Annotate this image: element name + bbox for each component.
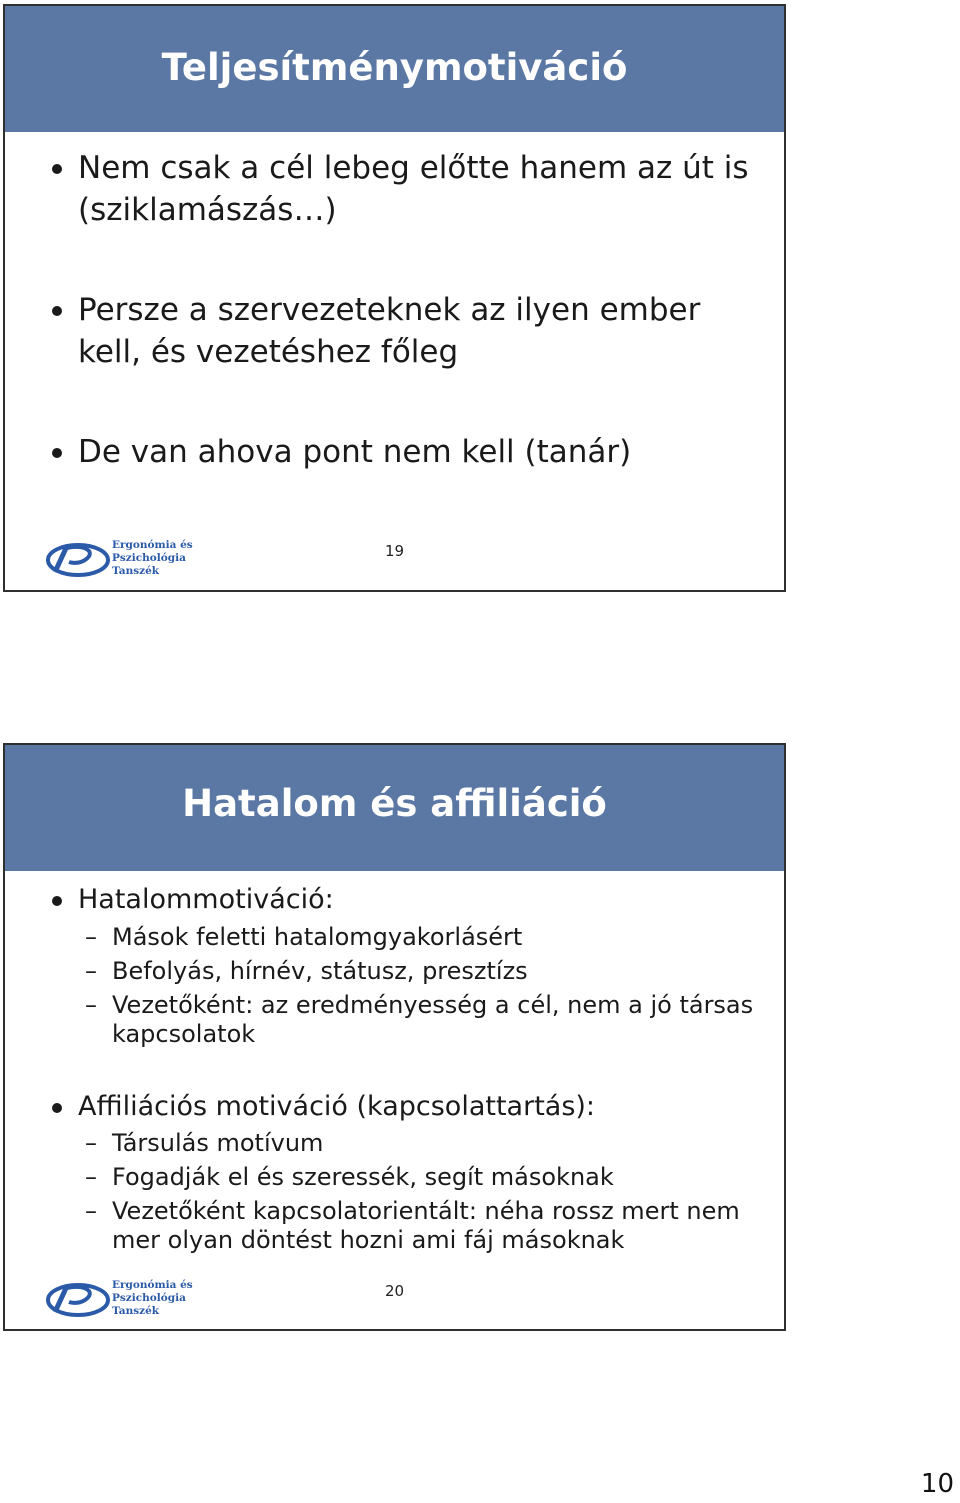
- slide-19: [3, 4, 786, 592]
- sub-bullet-item: [85, 991, 772, 1049]
- bullet-item: Nem csak a cél lebeg előtte hanem az út is (sziklamászás…): [78, 147, 768, 231]
- logo-line: Ergonómia és: [112, 539, 193, 551]
- department-logo: [45, 1278, 195, 1322]
- sub-bullet-item: [85, 923, 772, 952]
- slide-title: Teljesítménymotiváció: [161, 46, 628, 89]
- dash-marker: –: [85, 1163, 97, 1191]
- logo-line: Pszichológia: [112, 1292, 186, 1304]
- logo-text: [112, 1279, 193, 1318]
- logo-mark-icon: [45, 1278, 111, 1322]
- sub-bullet-text: Mások feletti hatalomgyakorlásért: [112, 923, 523, 951]
- dash-marker: –: [85, 923, 97, 951]
- logo-line: Tanszék: [112, 1305, 160, 1317]
- sub-bullet-text: Fogadják el és szeressék, segít másoknak: [112, 1163, 614, 1191]
- sub-bullet-item: [85, 1129, 772, 1158]
- slide-page-number: 20: [384, 1282, 405, 1300]
- dash-marker: –: [85, 991, 97, 1019]
- logo-text: [112, 539, 193, 578]
- logo-line: Tanszék: [112, 565, 160, 577]
- slide-title: Hatalom és affiliáció: [182, 782, 607, 825]
- sub-bullet-text: Társulás motívum: [112, 1129, 324, 1157]
- logo-line: Ergonómia és: [112, 1279, 193, 1291]
- bullet-item: De van ahova pont nem kell (tanár): [78, 431, 768, 473]
- sub-bullet-text: Befolyás, hírnév, státusz, presztízs: [112, 957, 528, 985]
- department-logo: [45, 538, 195, 582]
- sub-bullet-item: [85, 1197, 772, 1255]
- sub-bullet-item: [85, 1163, 772, 1192]
- dash-marker: –: [85, 1197, 97, 1225]
- logo-mark-icon: [45, 538, 111, 582]
- bullet-item: Hatalommotiváció:: [78, 883, 768, 917]
- logo-line: Pszichológia: [112, 552, 186, 564]
- dash-marker: –: [85, 957, 97, 985]
- slide-header: [5, 745, 784, 871]
- document-page-number: 10: [920, 1469, 954, 1499]
- sub-bullet-text: Vezetőként kapcsolatorientált: néha rossz mert nem mer olyan döntést hozni ami fáj másoknak: [112, 1197, 740, 1254]
- sub-bullet-item: [85, 957, 772, 986]
- slide-page-number: 19: [384, 542, 405, 560]
- slide-header: [5, 6, 784, 132]
- bullet-item: Affiliációs motiváció (kapcsolattartás):: [78, 1090, 768, 1124]
- sub-bullet-text: Vezetőként: az eredményesség a cél, nem a jó társas kapcsolatok: [112, 991, 754, 1048]
- dash-marker: –: [85, 1129, 97, 1157]
- bullet-item: Persze a szervezeteknek az ilyen ember kell, és vezetéshez főleg: [78, 289, 768, 373]
- slide-20: [3, 743, 786, 1331]
